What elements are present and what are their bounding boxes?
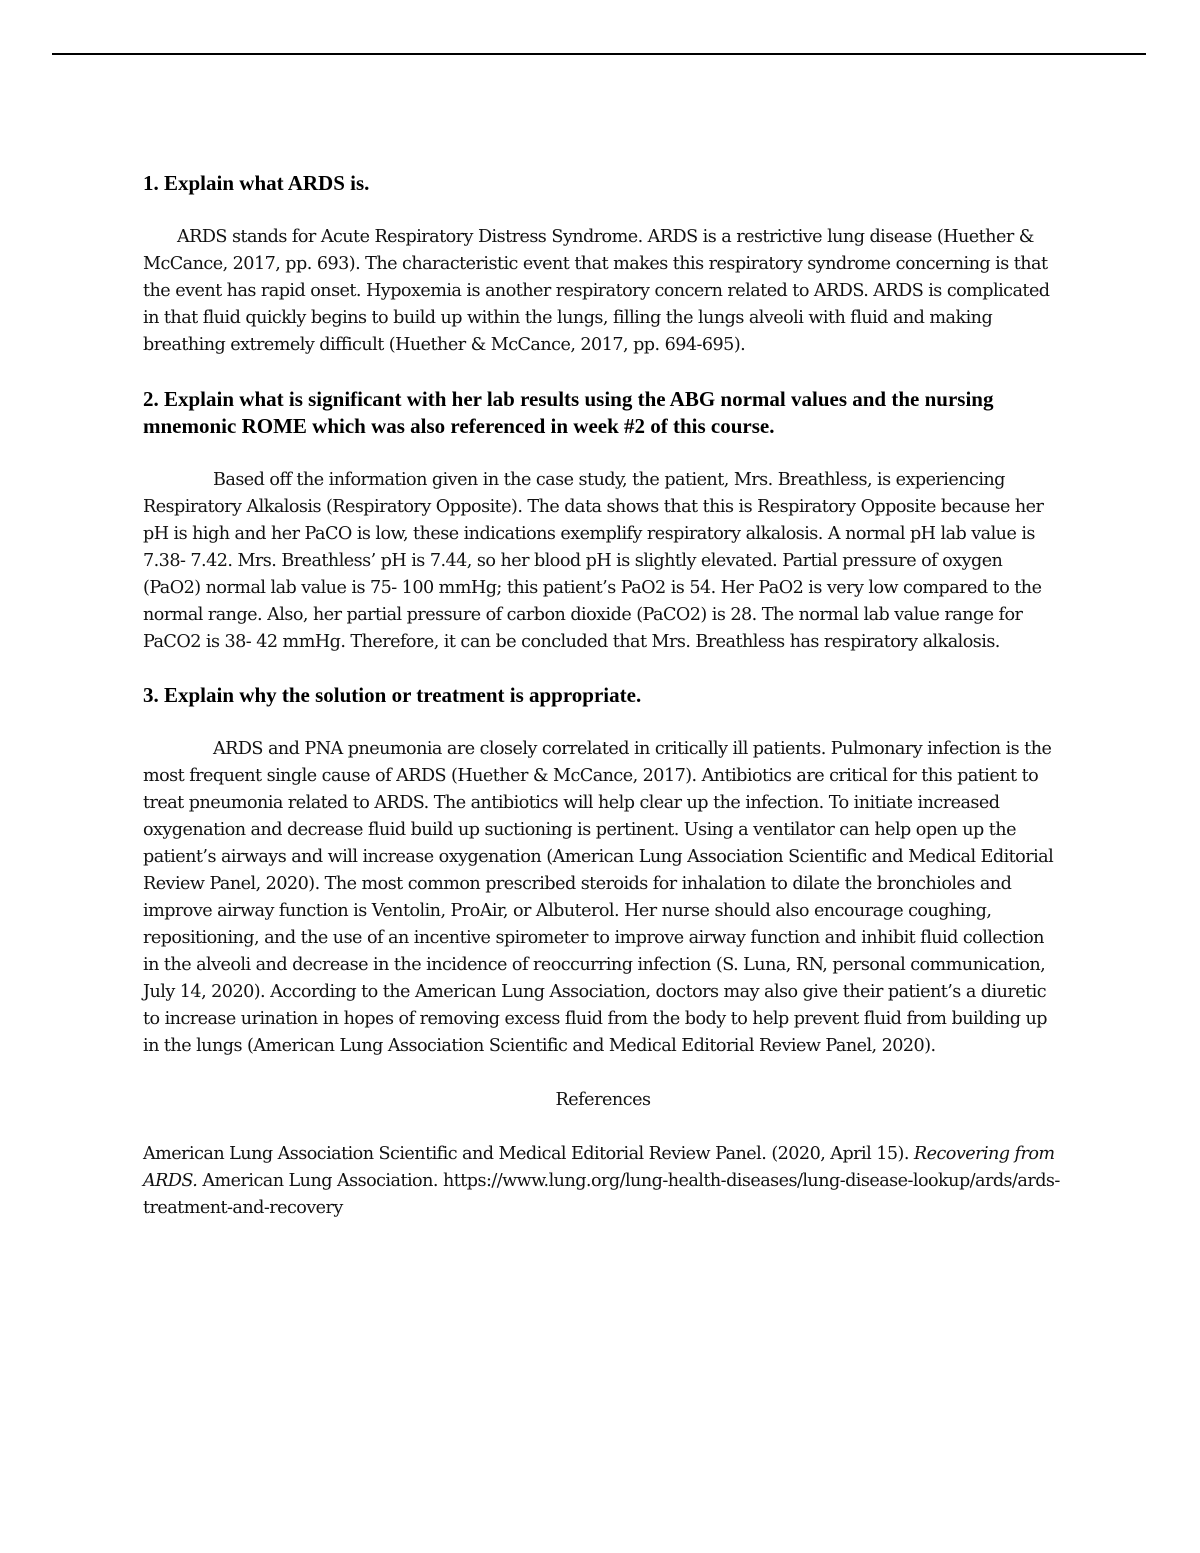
reference-entry	[143, 1141, 1063, 1222]
reference-title: Recovering from ARDS.	[143, 1144, 1055, 1191]
answer-3-paragraph: ARDS and PNA pneumonia are closely correlated in critically ill patients. Pulmonary infection is the most frequent single cause of ARDS (Huether & McCance, 2017). Antibiotics are critical for this patient to treat pneumonia related to ARDS. The antibiotics will help clear up the infection. To initiate increased oxygenation and decrease fluid build up suctioning is pertinent. Using a ventilator can help open up the patient’s airways and will increase oxygenation (American Lung Association Scientific and Medical Editorial Review Panel, 2020). The most common prescribed steroids for inhalation to dilate the bronchioles and improve airway function is Ventolin, ProAir, or Albuterol. Her nurse should also encourage coughing, repositioning, and the use of an incentive spirometer to improve airway function and inhibit fluid collection in the alveoli and decrease in the incidence of reoccurring infection (S. Luna, RN, personal communication, July 14, 2020). According to the American Lung Association, doctors may also give their patient’s a diuretic to increase urination in hopes of removing excess fluid from the body to help prevent fluid from building up in the lungs (American Lung Association Scientific and Medical Editorial Review Panel, 2020).	[143, 739, 1054, 1056]
question-1-heading: 1. Explain what ARDS is.	[143, 171, 370, 195]
header-rule	[52, 53, 1146, 55]
answer-1-paragraph: ARDS stands for Acute Respiratory Distress Syndrome. ARDS is a restrictive lung disease (Huether & McCance, 2017, pp. 693). The characteristic event that makes this respiratory syndrome concerning is that the event has rapid onset. Hypoxemia is another respiratory concern related to ARDS. ARDS is complicated in that fluid quickly begins to build up within the lungs, filling the lungs alveoli with fluid and making breathing extremely difficult (Huether & McCance, 2017, pp. 694-695).	[143, 227, 1050, 355]
reference-authors-date: American Lung Association Scientific and Medical Editorial Review Panel. (2020, April 15).	[143, 1144, 914, 1164]
answer-2-paragraph: Based off the information given in the case study, the patient, Mrs. Breathless, is experiencing Respiratory Alkalosis (Respiratory Opposite). The data shows that this is Respiratory Opposite because her pH is high and her PaCO is low, these indications exemplify respiratory alkalosis. A normal pH lab value is 7.38- 7.42. Mrs. Breathless’ pH is 7.44, so her blood pH is slightly elevated. Partial pressure of oxygen (PaO2) normal lab value is 75- 100 mmHg; this patient’s PaO2 is 54. Her PaO2 is very low compared to the normal range. Also, her partial pressure of carbon dioxide (PaCO2) is 28. The normal lab value range for PaCO2 is 38- 42 mmHg. Therefore, it can be concluded that Mrs. Breathless has respiratory alkalosis.	[143, 470, 1044, 652]
reference-source-url: American Lung Association. https://www.lung.org/lung-health-diseases/lung-disease-lookup/ards/ards-treatment-and-recovery	[143, 1171, 1060, 1218]
references-heading: References	[555, 1090, 651, 1110]
question-2-heading: 2. Explain what is significant with her lab results using the ABG normal values and the nursing mnemonic ROME which was also referenced in week #2 of this course.	[143, 387, 994, 438]
document-body	[143, 170, 1063, 1222]
question-3-heading: 3. Explain why the solution or treatment is appropriate.	[143, 683, 642, 707]
